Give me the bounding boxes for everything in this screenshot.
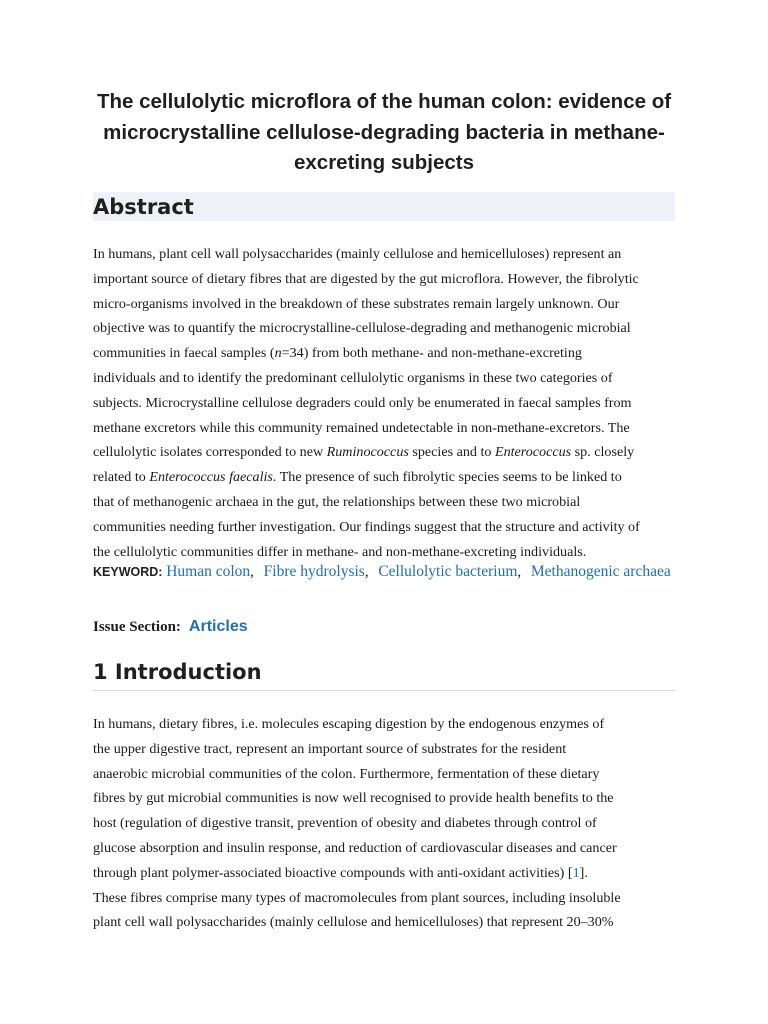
abstract-text-run: . The presence of such fibrolytic species seems to be linked to [272,469,622,486]
keyword-separator: , [250,564,254,580]
abstract-text-run: cellulolytic isolates corresponded to new [93,444,327,461]
abstract-line: objective was to quantify the microcrystalline-cellulose-degrading and methanogenic microbial [93,320,631,337]
abstract-text-run: sp. closely [571,444,635,461]
keyword-link[interactable]: Methanogenic archaea [530,563,671,580]
keywords [93,561,675,583]
abstract-heading: Abstract [93,192,675,221]
article-title: The cellulolytic microflora of the human colon: evidence of microcrystalline cellulose-degrading bacteria in methane-excreting subjects [96,90,672,174]
abstract-line [93,465,675,490]
abstract-line: methane excretors while this community remained undetectable in non-methane-excretors. The [93,419,630,436]
issue-section-link[interactable]: Articles [188,618,248,635]
species-name: Enterococcus [494,444,572,461]
abstract-line [93,341,675,366]
abstract-line: individuals and to identify the predominant cellulolytic organisms in these two categories of [93,369,613,386]
intro-line [93,861,675,886]
intro-line: In humans, dietary fibres, i.e. molecules escaping digestion by the endogenous enzymes of [93,716,605,732]
abstract-text-run: communities in faecal samples ( [93,345,275,362]
abstract-line: important source of dietary fibres that are digested by the gut microflora. However, the fibrolytic [93,270,639,287]
intro-line: anaerobic microbial communities of the colon. Furthermore, fermentation of these dietary [93,765,600,782]
keyword-separator: , [517,564,522,580]
abstract-text-run: =34) from both methane- and non-methane-excreting [281,345,582,362]
intro-line: the upper digestive tract, represent an important source of substrates for the resident [93,740,567,757]
issue-section [93,616,675,638]
abstract-text-run: species and to [408,444,495,461]
abstract-line: that of methanogenic archaea in the gut, the relationships between these two microbial [93,493,581,510]
species-name: Enterococcus faecalis [149,469,273,486]
intro-text-run: through plant polymer-associated bioactive compounds with anti-oxidant activities) [ [93,864,573,881]
keywords-label: KEYWORD: [93,565,163,579]
sample-size-symbol: n [274,345,282,362]
keyword-separator: , [364,564,369,580]
abstract-line: the cellulolytic communities differ in methane- and non-methane-excreting individuals. [93,543,587,560]
intro-line: plant cell wall polysaccharides (mainly cellulose and hemicelluloses) that represent 20–30% [93,914,614,931]
intro-line: fibres by gut microbial communities is now well recognised to provide health benefits to the [93,790,614,807]
intro-line: host (regulation of digestive transit, prevention of obesity and diabetes through control of [93,815,597,832]
introduction-body [93,712,675,935]
abstract-body [93,242,675,564]
abstract-line [93,440,675,465]
keyword-link[interactable]: Fibre hydrolysis [263,563,365,580]
abstract-line: communities needing further investigation. Our findings suggest that the structure and activity of [93,518,640,535]
abstract-text-run: related to [93,469,150,486]
keyword-link[interactable]: Human colon [166,563,251,580]
abstract-line: subjects. Microcrystalline cellulose degraders could only be enumerated in faecal samples from [93,394,632,411]
abstract-line: micro-organisms involved in the breakdown of these substrates remain largely unknown. Our [93,295,620,312]
intro-text-run: ]. [579,864,588,881]
keyword-link[interactable]: Cellulolytic bacterium [378,563,518,580]
abstract-line: In humans, plant cell wall polysaccharides (mainly cellulose and hemicelluloses) represent an [93,246,622,262]
introduction-heading: 1 Introduction [93,657,675,691]
issue-section-label: Issue Section: [93,619,181,635]
reference-link[interactable]: 1 [572,864,580,881]
intro-line: glucose absorption and insulin response, and reduction of cardiovascular diseases and cancer [93,839,617,856]
species-name: Ruminococcus [326,444,409,461]
intro-line: These fibres comprise many types of macromolecules from plant sources, including insoluble [93,889,621,906]
